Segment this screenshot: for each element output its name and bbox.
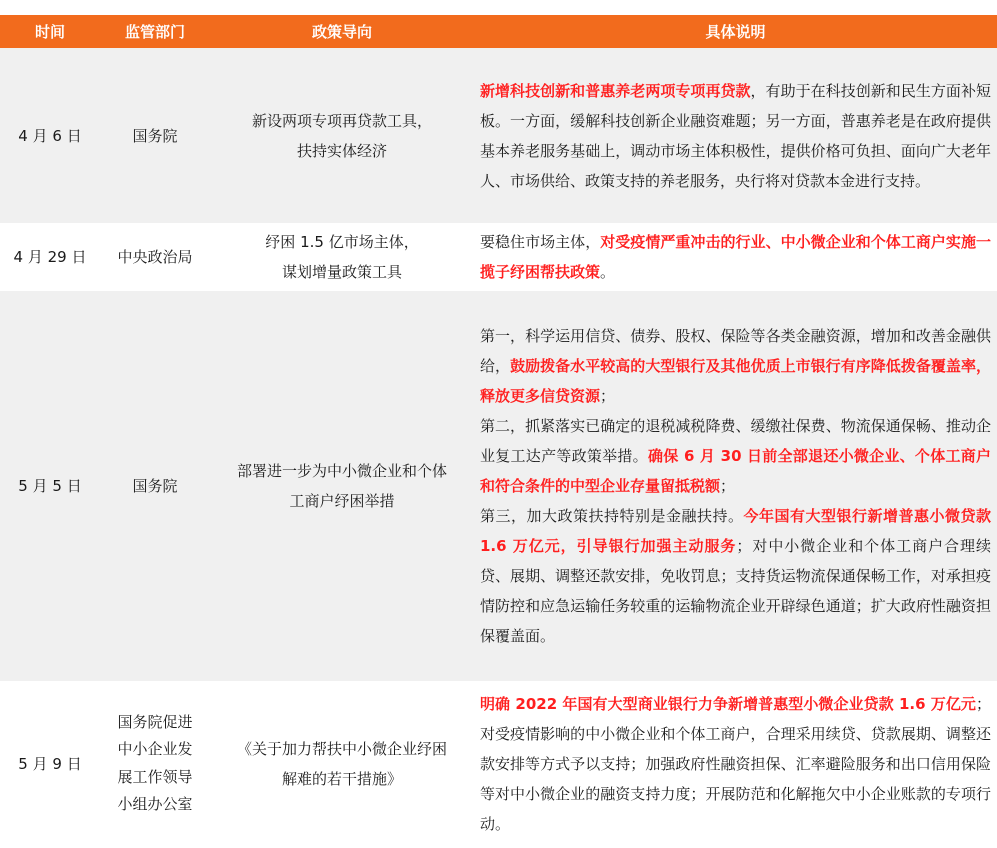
dept-line: 小组办公室 (117, 795, 193, 813)
detail-paragraph (480, 501, 991, 651)
table-row (0, 48, 997, 223)
cell-detail (474, 223, 997, 291)
detail-highlight: 确保 6 月 30 日前全部退还小微企业、个体工商户和符合条件的中型企业存量留抵税额 (480, 447, 991, 495)
detail-text: ； (720, 477, 736, 495)
cell-dept: 中央政治局 (100, 223, 210, 291)
detail-text: 第一，科学运用信贷、债券、股权、保险等各类金融资源，增加和改善金融供给， (480, 327, 991, 375)
detail-text: ；对中小微企业和个体工商户合理续贷、展期、调整还款安排，免收罚息；支持货运物流保通保畅工作，对承担疫情防控和应急运输任务较重的运输物流企业开辟绿色通道；扩大政府性融资担保覆盖面。 (480, 537, 991, 645)
table-row (0, 291, 997, 681)
table-row (0, 223, 997, 291)
cell-policy (210, 681, 474, 846)
policy-line: 工商户纾困举措 (289, 492, 395, 510)
detail-highlight: 今年国有大型银行新增普惠小微贷款 1.6 万亿元，引导银行加强主动服务 (480, 507, 991, 555)
cell-detail (474, 48, 997, 223)
cell-time: 5 月 9 日 (0, 681, 100, 846)
cell-dept (100, 681, 210, 846)
header-detail: 具体说明 (474, 15, 997, 48)
detail-paragraph (480, 321, 991, 411)
policy-line: 谋划增量政策工具 (281, 263, 402, 281)
cell-policy (210, 291, 474, 681)
policy-line: 新设两项专项再贷款工具， (251, 111, 432, 130)
dept-line: 国务院促进 (117, 712, 193, 731)
header-policy: 政策导向 (210, 15, 474, 48)
cell-time: 4 月 6 日 (0, 48, 100, 223)
dept-line: 展工作领导 (117, 767, 193, 786)
detail-text: ；对受疫情影响的中小微企业和个体工商户，合理采用续贷、贷款展期、调整还款安排等方式予以支持；加强政府性融资担保、汇率避险服务和出口信用保险等对中小微企业的融资支持力度；开展防范和化解拖欠中小企业账款的专项行动。 (480, 694, 991, 833)
cell-policy (210, 48, 474, 223)
detail-highlight: 鼓励拨备水平较高的大型银行及其他优质上市银行有序降低拨备覆盖率，释放更多信贷资源 (480, 357, 991, 405)
cell-detail (474, 681, 997, 846)
detail-text: ，有助于在科技创新和民生方面补短板。一方面，缓解科技创新企业融资难题；另一方面，普惠养老是在政府提供基本养老服务基础上，调动市场主体积极性，提供价格可负担、面向广大老年人、市场供给、政策支持的养老服务，央行将对贷款本金进行支持。 (480, 81, 991, 190)
detail-text: 。 (600, 263, 616, 281)
table-header (0, 15, 997, 48)
policy-table (0, 15, 997, 846)
detail-highlight: 对受疫情严重冲击的行业、中小微企业和个体工商户实施一揽子纾困帮扶政策 (480, 233, 991, 281)
detail-paragraph (480, 411, 991, 501)
detail-text: 要稳住市场主体， (480, 233, 601, 251)
policy-line: 扶持实体经济 (296, 141, 387, 160)
cell-time: 5 月 5 日 (0, 291, 100, 681)
detail-text: ； (600, 387, 616, 405)
detail-text: 第二，抓紧落实已确定的退税减税降费、缓缴社保费、物流保通保畅、推动企业复工达产等政策举措。 (480, 417, 991, 465)
cell-dept: 国务院 (100, 291, 210, 681)
table-row (0, 681, 997, 846)
dept-line: 中小企业发 (117, 740, 193, 758)
cell-detail (474, 291, 997, 681)
cell-time: 4 月 29 日 (0, 223, 100, 291)
policy-line: 部署进一步为中小微企业和个体 (236, 462, 447, 480)
detail-highlight: 明确 2022 年国有大型商业银行力争新增普惠型小微企业贷款 1.6 万亿元 (480, 694, 976, 713)
detail-text: 第三，加大政策扶持特别是金融扶持。 (480, 507, 744, 525)
cell-policy (210, 223, 474, 291)
header-dept: 监管部门 (100, 15, 210, 48)
policy-line: 纾困 1.5 亿市场主体， (265, 233, 419, 251)
policy-line: 解难的若干措施》 (281, 769, 402, 788)
cell-dept: 国务院 (100, 48, 210, 223)
header-time: 时间 (0, 15, 100, 48)
detail-highlight: 新增科技创新和普惠养老两项专项再贷款 (480, 81, 751, 100)
policy-line: 《关于加力帮扶中小微企业纾困 (236, 739, 447, 758)
